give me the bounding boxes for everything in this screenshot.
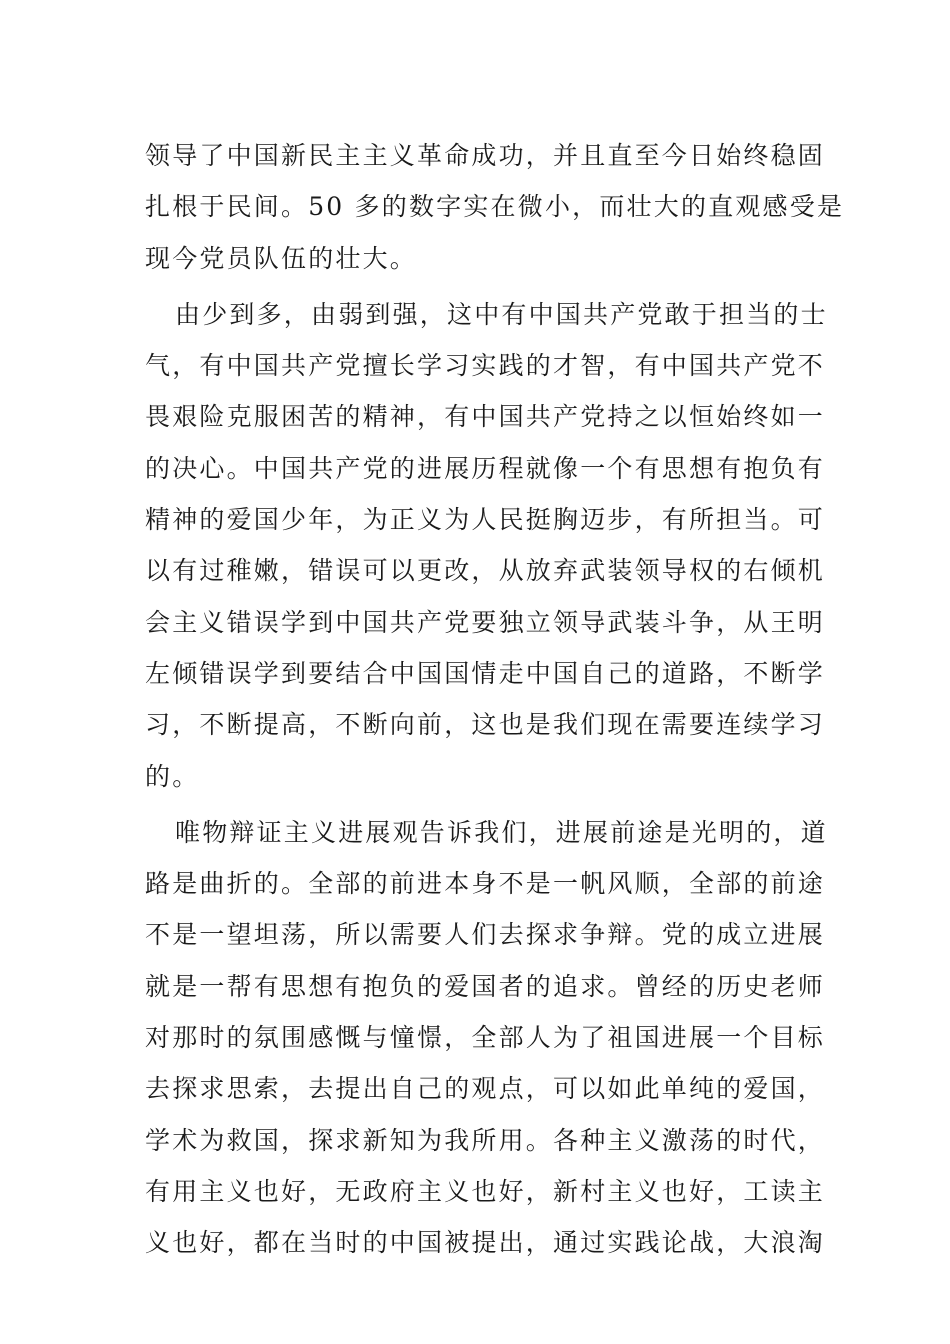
text-line: 去探求思索，去提出自己的观点，可以如此单纯的爱国， — [145, 1074, 826, 1104]
paragraph-1 — [145, 130, 845, 284]
text-line: 畏艰险克服困苦的精神，有中国共产党持之以恒始终如一 — [145, 402, 826, 432]
text-line: 由少到多，由弱到强，这中有中国共产党敢于担当的士 — [175, 299, 828, 329]
text-line: 学术为救国，探求新知为我所用。各种主义激荡的时代， — [145, 1125, 826, 1155]
text-line: 精神的爱国少年，为正义为人民挺胸迈步，有所担当。可 — [145, 505, 826, 535]
text-line: 会主义错误学到中国共产党要独立领导武装斗争，从王明 — [145, 607, 826, 637]
paragraph-2 — [145, 289, 828, 802]
text-line: 有用主义也好，无政府主义也好，新村主义也好，工读主 — [145, 1176, 826, 1206]
body-text — [145, 130, 845, 1269]
text-line: 习，不断提高，不断向前，这也是我们现在需要连续学习 — [145, 710, 826, 740]
text-line: 扎根于民间。50 多的数字实在微小，而壮大的直观感受是 — [145, 192, 845, 222]
text-line: 义也好，都在当时的中国被提出，通过实践论战，大浪淘 — [145, 1228, 826, 1258]
paragraph-3 — [145, 807, 828, 1269]
text-line: 路是曲折的。全部的前进本身不是一帆风顺，全部的前途 — [145, 869, 826, 899]
text-line: 气，有中国共产党擅长学习实践的才智，有中国共产党不 — [145, 351, 826, 381]
text-line: 的。 — [145, 761, 200, 791]
text-line: 不是一望坦荡，所以需要人们去探求争辩。党的成立进展 — [145, 920, 826, 950]
text-line: 左倾错误学到要结合中国国情走中国自己的道路，不断学 — [145, 658, 826, 688]
text-line: 以有过稚嫩，错误可以更改，从放弃武装领导权的右倾机 — [145, 556, 826, 586]
text-line: 唯物辩证主义进展观告诉我们，进展前途是光明的，道 — [175, 817, 828, 847]
text-line: 现今党员队伍的壮大。 — [145, 243, 418, 273]
text-line: 就是一帮有思想有抱负的爱国者的追求。曾经的历史老师 — [145, 971, 826, 1001]
text-line: 对那时的氛围感慨与憧憬，全部人为了祖国进展一个目标 — [145, 1023, 826, 1053]
text-line: 领导了中国新民主主义革命成功，并且直至今日始终稳固 — [145, 141, 826, 170]
text-line: 的决心。中国共产党的进展历程就像一个有思想有抱负有 — [145, 453, 826, 483]
